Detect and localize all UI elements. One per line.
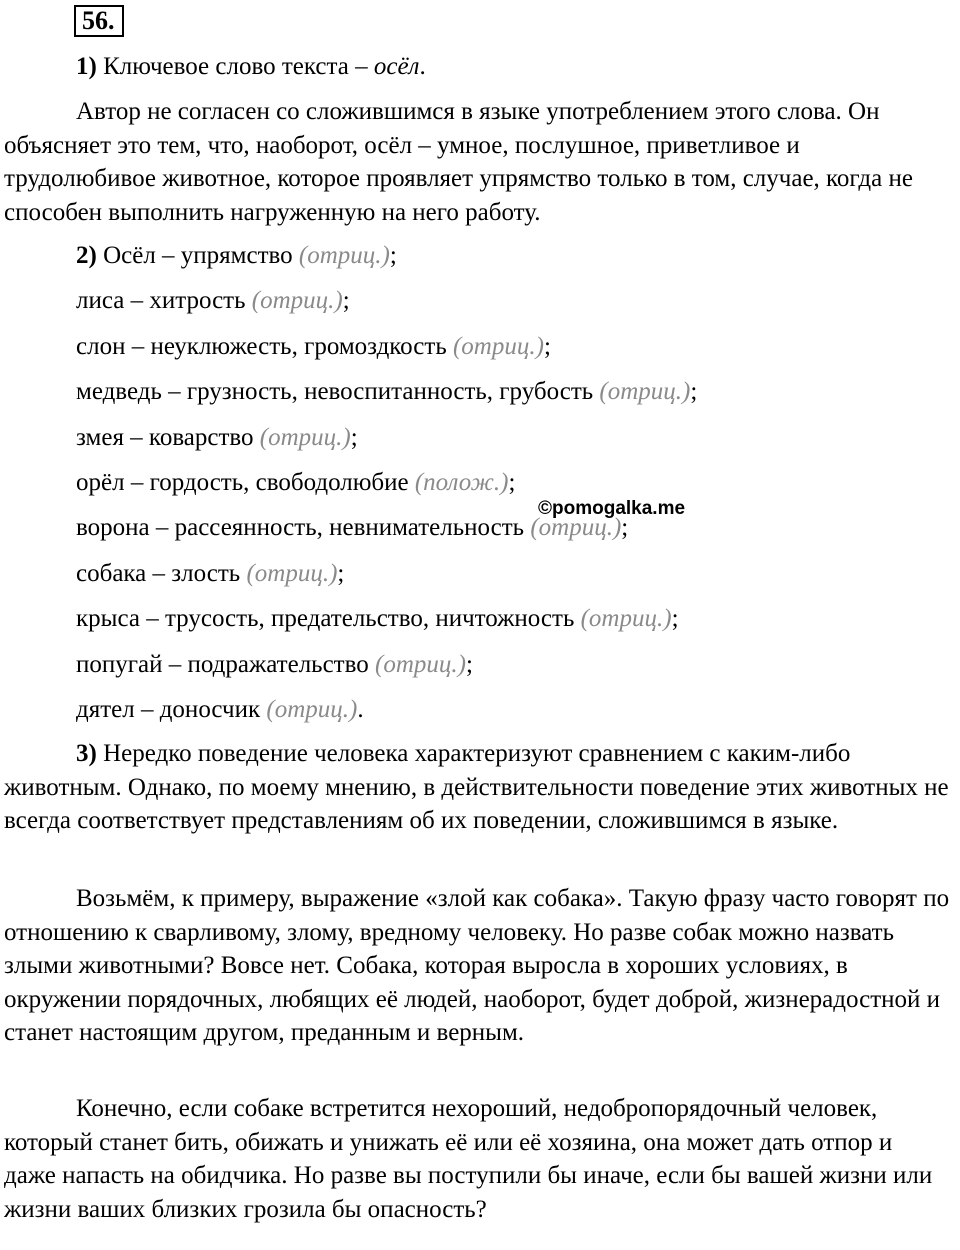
part1-heading	[76, 52, 426, 82]
part2-item	[76, 468, 515, 498]
part2-item-end: .	[357, 696, 364, 723]
part2-item-end: ;	[621, 514, 629, 542]
part3-paragraph-3: Конечно, если собаке встретится нехороший, недобропорядочный человек, который станет бить, обижать и унижать её или её хозяина, она может дать отпор и даже напасть на обидчика. Но разве вы поступили бы иначе, если бы вашей жизни или жизни ваших близких грозила бы опасность?	[4, 1095, 933, 1223]
part2-item-note: (отриц.)	[266, 696, 358, 723]
part3-paragraph-2: Возьмём, к примеру, выражение «злой как собака». Такую фразу часто говорят по отношению к сварливому, злому, вредному человеку. Но разве собак можно назвать злыми животными? Вовсе нет. Собака, которая выросла в хороших условиях, в окружении порядочных, любящих её людей, наоборот, будет доброй, жизнерадостной и станет настоящим другом, преданным и верным.	[4, 885, 950, 1046]
part2-marker: 2)	[76, 242, 97, 269]
part2-item	[76, 332, 551, 362]
part1-keyword: осёл	[373, 53, 420, 80]
part2-item-text: ворона – рассеянность, невнимательность	[76, 514, 531, 542]
part2-item-note: (полож.)	[414, 469, 509, 496]
part2-item-text: лиса – хитрость	[76, 287, 252, 315]
part2-item-end: ;	[671, 605, 679, 633]
part2-item	[76, 286, 350, 316]
part2-item	[76, 559, 344, 589]
part2-item-end: ;	[543, 332, 551, 360]
part2-item-note: (отриц.)	[580, 605, 672, 633]
part2-item-text: медведь – грузность, невоспитанность, грубость	[76, 378, 600, 406]
part2-item	[76, 650, 473, 680]
part2-item	[76, 695, 364, 725]
part2-item-note: (отриц.)	[251, 287, 343, 315]
part2-item-note: (отриц.)	[375, 650, 466, 678]
part2-item	[76, 241, 397, 271]
part1-intro: Ключевое слово текста –	[103, 53, 374, 80]
part2-item-end: ;	[690, 378, 698, 406]
part2-item-note: (отриц.)	[599, 378, 691, 406]
exercise-number: 56.	[74, 5, 124, 37]
part2-item-note: (отриц.)	[259, 423, 351, 451]
part2-item-note: (отриц.)	[452, 332, 544, 360]
part2-item-text: попугай – подражательство	[76, 650, 375, 678]
part3-paragraph-1-text: Нередко поведение человека характеризуют сравнением с каким-либо животным. Однако, по моему мнению, в действительности поведение этих животных не всегда соответствует представлениям об их поведении, сложившимся в языке.	[4, 740, 949, 834]
part2-item-text: слон – неуклюжесть, громоздкость	[76, 332, 453, 360]
part1-marker: 1)	[76, 53, 97, 80]
part2-item-note: (отриц.)	[530, 514, 622, 542]
part2-item-text: дятел – доносчик	[76, 696, 267, 723]
part2-item	[76, 377, 697, 407]
part2-item-text: крыса – трусость, предательство, ничтожность	[76, 605, 581, 633]
part2-item	[76, 423, 358, 453]
part2-item-end: ;	[342, 287, 350, 315]
part2-item	[76, 604, 679, 634]
part2-item-end: ;	[337, 559, 345, 587]
part1-paragraph: Автор не согласен со сложившимся в языке употреблением этого слова. Он объясняет это тем, что, наоборот, осёл – умное, послушное, приветливое и трудолюбивое животное, которое проявляет упрямство только в том, случае, когда не способен выполнить нагруженную на него работу.	[4, 98, 913, 226]
part1-end: .	[419, 53, 426, 80]
part3-paragraph-1	[4, 737, 950, 838]
part2-item-note: (отриц.)	[246, 559, 338, 587]
part2-item-text: змея – коварство	[76, 423, 260, 451]
part2-item-text: собака – злость	[76, 559, 247, 587]
part2-item-end: ;	[389, 242, 397, 269]
part3-marker: 3)	[76, 740, 97, 767]
part2-item-end: ;	[508, 469, 516, 496]
watermark: ©pomogalka.me	[538, 498, 686, 519]
part2-item-end: ;	[350, 423, 358, 451]
part2-item-text: орёл – гордость, свободолюбие	[76, 469, 415, 496]
part2-item-note: (отриц.)	[298, 242, 390, 269]
part2-item-end: ;	[465, 650, 473, 678]
part2-item-text: Осёл – упрямство	[103, 242, 299, 269]
